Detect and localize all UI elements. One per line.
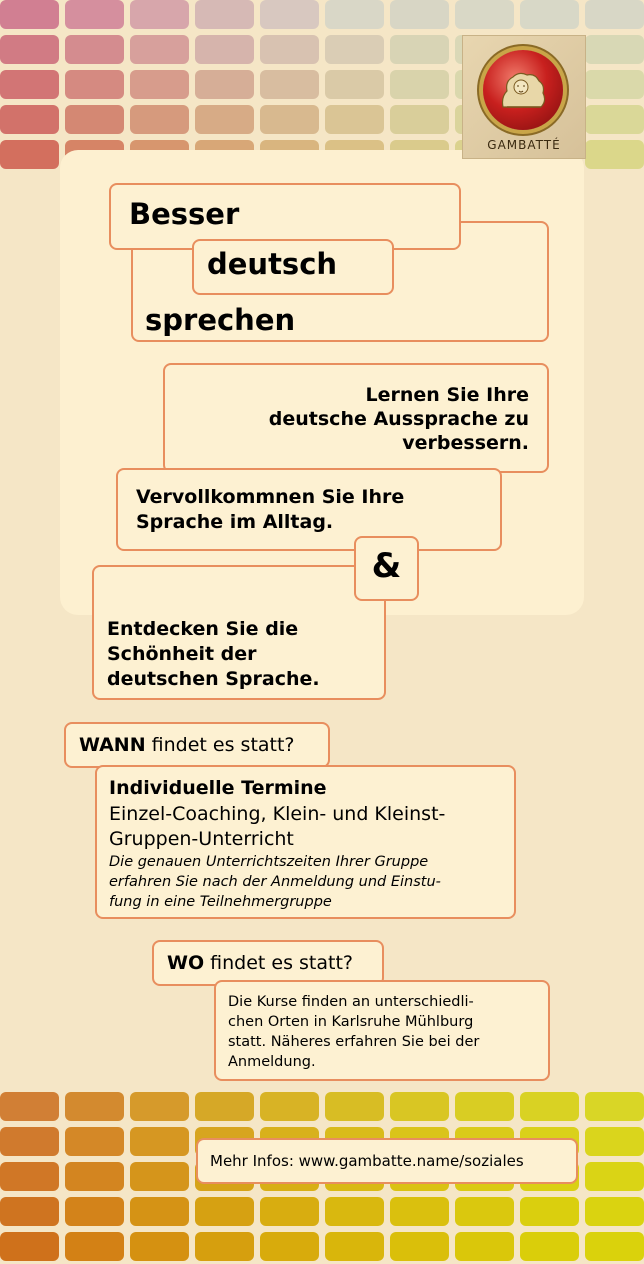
text-line: Die Kurse finden an unterschiedli-: [228, 994, 474, 1010]
decorative-tile: [585, 0, 644, 29]
decorative-tile: [585, 70, 644, 99]
decorative-tile: [195, 1197, 254, 1226]
title-word-sprechen: sprechen: [145, 303, 296, 337]
text-line: Vervollkommnen Sie Ihre: [136, 486, 405, 508]
lion-emblem-icon: [483, 50, 563, 130]
benefit-box-everyday: [116, 468, 502, 551]
decorative-tile: [0, 35, 59, 64]
where-body: [228, 992, 538, 1072]
decorative-tile: [325, 105, 384, 134]
benefit-text-beauty: [107, 617, 320, 692]
decorative-tile: [65, 0, 124, 29]
decorative-tile: [585, 1197, 644, 1226]
where-label-bold: WO: [167, 952, 205, 974]
decorative-tile: [260, 70, 319, 99]
decorative-tile: [325, 1092, 384, 1121]
when-label-box: [64, 722, 330, 768]
title-word-besser: Besser: [129, 197, 240, 231]
decorative-tile: [195, 105, 254, 134]
decorative-tile: [390, 0, 449, 29]
decorative-tile: [260, 1092, 319, 1121]
decorative-tile: [130, 1127, 189, 1156]
text-line: Entdecken Sie die: [107, 618, 299, 640]
when-label-rest: findet es statt?: [145, 734, 295, 756]
benefit-text-pronunciation: [269, 383, 529, 455]
title-word-deutsch: deutsch: [207, 247, 338, 281]
decorative-tile: [585, 1162, 644, 1191]
decorative-tile: [130, 1162, 189, 1191]
decorative-tile: [130, 0, 189, 29]
decorative-tile: [195, 1232, 254, 1261]
decorative-tile: [65, 1232, 124, 1261]
text-line: statt. Näheres erfahren Sie bei der: [228, 1034, 480, 1050]
decorative-tile: [390, 1197, 449, 1226]
where-label: [167, 952, 353, 974]
decorative-tile: [455, 1092, 514, 1121]
more-info-box: [196, 1138, 578, 1184]
decorative-tile: [65, 1127, 124, 1156]
decorative-tile: [260, 0, 319, 29]
decorative-tile: [195, 35, 254, 64]
benefit-text-everyday: [136, 485, 404, 535]
ampersand-box: [354, 536, 419, 601]
decorative-tile: [65, 105, 124, 134]
decorative-tile: [65, 1162, 124, 1191]
decorative-tile: [0, 1197, 59, 1226]
decorative-tile: [455, 0, 514, 29]
text-line: chen Orten in Karlsruhe Mühlburg: [228, 1014, 474, 1030]
decorative-tile: [520, 1197, 579, 1226]
decorative-tile: [260, 105, 319, 134]
decorative-tile: [130, 1092, 189, 1121]
decorative-tile: [65, 1092, 124, 1121]
decorative-tile: [65, 1197, 124, 1226]
decorative-tile: [455, 1232, 514, 1261]
decorative-tile: [0, 1162, 59, 1191]
decorative-tile: [585, 1232, 644, 1261]
decorative-tile: [195, 0, 254, 29]
text-line: Gruppen-Unterricht: [109, 828, 294, 850]
gambatte-logo: [462, 35, 586, 159]
decorative-tile: [130, 70, 189, 99]
where-detail-box: [214, 980, 550, 1081]
decorative-tile: [0, 0, 59, 29]
when-detail-box: [95, 765, 516, 919]
decorative-tile: [520, 1232, 579, 1261]
decorative-tile: [260, 35, 319, 64]
decorative-tile: [455, 1197, 514, 1226]
text-line: Anmeldung.: [228, 1054, 316, 1070]
more-info-link[interactable]: Mehr Infos: www.gambatte.name/soziales: [210, 1152, 524, 1170]
decorative-tile: [260, 1232, 319, 1261]
decorative-tile: [325, 35, 384, 64]
text-line: Lernen Sie Ihre: [365, 384, 529, 406]
decorative-tile: [130, 35, 189, 64]
decorative-tile: [130, 105, 189, 134]
benefit-box-pronunciation: [163, 363, 549, 473]
benefit-box-beauty: [92, 565, 386, 700]
decorative-tile: [195, 70, 254, 99]
text-line: fung in eine Teilnehmergruppe: [109, 894, 332, 910]
lion-icon: [497, 67, 549, 113]
decorative-tile: [130, 1197, 189, 1226]
text-line: Die genauen Unterrichtszeiten Ihrer Gruppe: [109, 854, 429, 870]
decorative-tile: [0, 140, 59, 169]
logo-text: GAMBATTÉ: [487, 138, 561, 152]
text-line: Schönheit der: [107, 643, 257, 665]
when-heading: Individuelle Termine: [109, 777, 327, 799]
when-label: [79, 734, 295, 756]
decorative-tile: [65, 70, 124, 99]
text-line: erfahren Sie nach der Anmeldung und Einstu-: [109, 874, 441, 890]
text-line: deutschen Sprache.: [107, 668, 320, 690]
when-body: [109, 802, 504, 852]
where-label-rest: findet es statt?: [204, 952, 354, 974]
decorative-tile: [195, 1092, 254, 1121]
decorative-tile: [585, 35, 644, 64]
decorative-tile: [390, 70, 449, 99]
decorative-tile: [325, 1232, 384, 1261]
when-note: [109, 852, 504, 912]
decorative-tile: [0, 1232, 59, 1261]
decorative-tile: [130, 1232, 189, 1261]
decorative-tile: [65, 35, 124, 64]
decorative-tile: [585, 1092, 644, 1121]
ampersand: &: [371, 546, 402, 586]
when-label-bold: WANN: [79, 734, 146, 756]
decorative-tile: [325, 70, 384, 99]
decorative-tile: [0, 105, 59, 134]
decorative-tile: [325, 0, 384, 29]
decorative-tile: [0, 1092, 59, 1121]
decorative-tile: [325, 1197, 384, 1226]
decorative-tile: [585, 1127, 644, 1156]
text-line: Sprache im Alltag.: [136, 511, 334, 533]
decorative-tile: [520, 1092, 579, 1121]
decorative-tile: [585, 105, 644, 134]
decorative-tile: [260, 1197, 319, 1226]
decorative-tile: [0, 70, 59, 99]
decorative-tile: [585, 140, 644, 169]
text-line: Einzel-Coaching, Klein- und Kleinst-: [109, 803, 446, 825]
text-line: verbessern.: [402, 432, 529, 454]
text-line: deutsche Aussprache zu: [268, 408, 529, 430]
decorative-tile: [390, 1232, 449, 1261]
decorative-tile: [0, 1127, 59, 1156]
decorative-tile: [390, 105, 449, 134]
decorative-tile: [390, 1092, 449, 1121]
decorative-tile: [390, 35, 449, 64]
decorative-tile: [520, 0, 579, 29]
